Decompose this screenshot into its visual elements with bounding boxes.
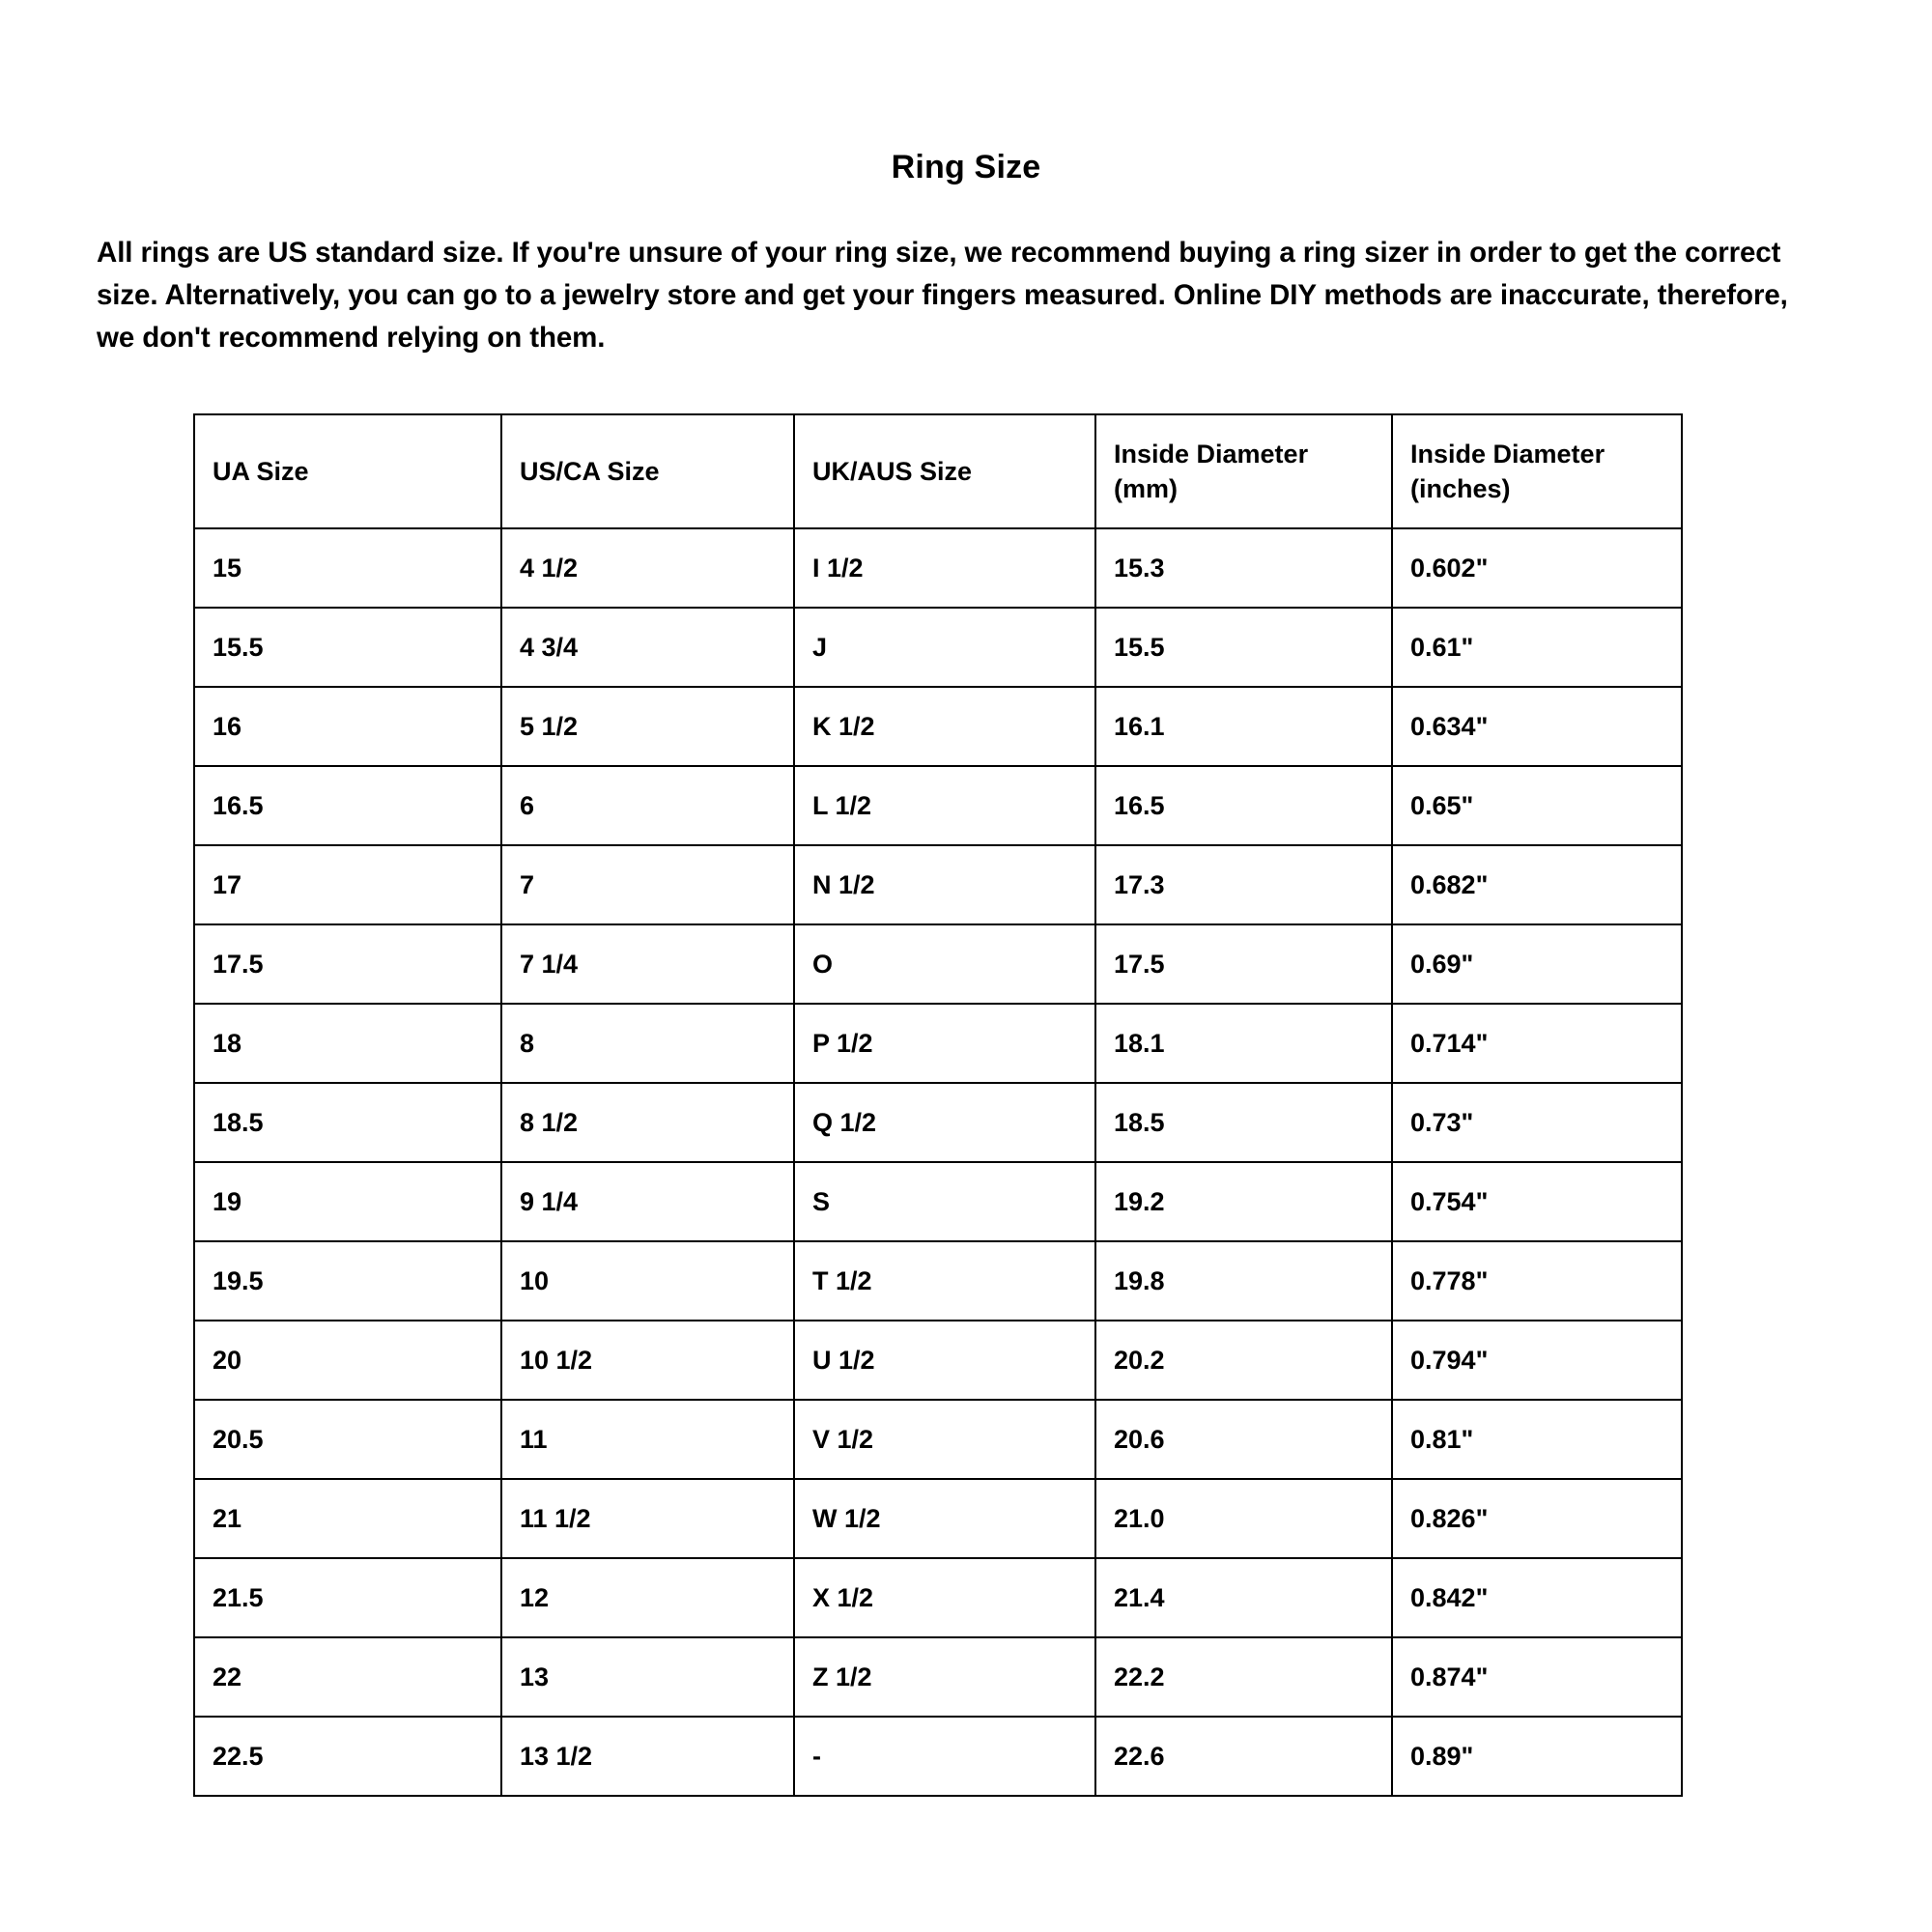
table-cell: 0.602"	[1392, 528, 1682, 608]
table-cell: 7	[501, 845, 794, 924]
table-row	[194, 1241, 1682, 1321]
column-header-4	[1392, 414, 1682, 528]
table-cell: X 1/2	[794, 1558, 1095, 1637]
table-cell: 16.5	[1095, 766, 1392, 845]
table-cell: 0.714"	[1392, 1004, 1682, 1083]
table-cell: 19.5	[194, 1241, 501, 1321]
table-cell: 19.2	[1095, 1162, 1392, 1241]
table-cell: 10 1/2	[501, 1321, 794, 1400]
table-cell: S	[794, 1162, 1095, 1241]
table-container	[0, 358, 1932, 1797]
table-header-row	[194, 414, 1682, 528]
column-header-line1: UK/AUS Size	[812, 457, 973, 487]
table-cell: 0.634"	[1392, 687, 1682, 766]
table-cell: 16.1	[1095, 687, 1392, 766]
table-cell: 16.5	[194, 766, 501, 845]
table-cell: 18.1	[1095, 1004, 1392, 1083]
table-cell: 17	[194, 845, 501, 924]
table-body	[194, 528, 1682, 1796]
table-cell: 17.5	[194, 924, 501, 1004]
table-header	[194, 414, 1682, 528]
column-header-line1: UA Size	[213, 457, 309, 487]
table-row	[194, 1717, 1682, 1796]
table-cell: T 1/2	[794, 1241, 1095, 1321]
table-cell: 11 1/2	[501, 1479, 794, 1558]
table-cell: 0.65"	[1392, 766, 1682, 845]
table-cell: P 1/2	[794, 1004, 1095, 1083]
table-cell: L 1/2	[794, 766, 1095, 845]
table-cell: V 1/2	[794, 1400, 1095, 1479]
table-cell: 6	[501, 766, 794, 845]
table-cell: 8	[501, 1004, 794, 1083]
table-cell: I 1/2	[794, 528, 1095, 608]
table-cell: 0.794"	[1392, 1321, 1682, 1400]
table-cell: 22.2	[1095, 1637, 1392, 1717]
table-cell: 0.754"	[1392, 1162, 1682, 1241]
table-row	[194, 687, 1682, 766]
ring-size-table	[193, 413, 1683, 1797]
table-row	[194, 766, 1682, 845]
table-row	[194, 1400, 1682, 1479]
column-header-2	[794, 414, 1095, 528]
table-cell: W 1/2	[794, 1479, 1095, 1558]
table-cell: 7 1/4	[501, 924, 794, 1004]
table-cell: 0.69"	[1392, 924, 1682, 1004]
table-cell: U 1/2	[794, 1321, 1095, 1400]
table-cell: 21.0	[1095, 1479, 1392, 1558]
table-cell: 22.6	[1095, 1717, 1392, 1796]
table-cell: 18.5	[194, 1083, 501, 1162]
table-cell: 13	[501, 1637, 794, 1717]
table-cell: Z 1/2	[794, 1637, 1095, 1717]
table-cell: 21	[194, 1479, 501, 1558]
table-cell: 0.73"	[1392, 1083, 1682, 1162]
table-cell: 20.6	[1095, 1400, 1392, 1479]
table-cell: 21.5	[194, 1558, 501, 1637]
table-row	[194, 1637, 1682, 1717]
table-cell: O	[794, 924, 1095, 1004]
table-cell: 0.826"	[1392, 1479, 1682, 1558]
table-cell: 20.5	[194, 1400, 501, 1479]
table-cell: J	[794, 608, 1095, 687]
column-header-line2: (inches)	[1410, 474, 1511, 504]
table-cell: 15	[194, 528, 501, 608]
table-row	[194, 1558, 1682, 1637]
table-cell: 17.5	[1095, 924, 1392, 1004]
table-row	[194, 1162, 1682, 1241]
table-cell: 0.682"	[1392, 845, 1682, 924]
table-cell: 17.3	[1095, 845, 1392, 924]
column-header-3	[1095, 414, 1392, 528]
column-header-line1: US/CA Size	[520, 457, 660, 487]
table-cell: 0.61"	[1392, 608, 1682, 687]
table-cell: 4 1/2	[501, 528, 794, 608]
column-header-1	[501, 414, 794, 528]
table-cell: 20	[194, 1321, 501, 1400]
table-row	[194, 1321, 1682, 1400]
table-row	[194, 845, 1682, 924]
table-cell: 0.89"	[1392, 1717, 1682, 1796]
table-cell: 8 1/2	[501, 1083, 794, 1162]
table-cell: 15.5	[1095, 608, 1392, 687]
column-header-0	[194, 414, 501, 528]
table-cell: 21.4	[1095, 1558, 1392, 1637]
table-cell: N 1/2	[794, 845, 1095, 924]
table-cell: 22.5	[194, 1717, 501, 1796]
table-cell: -	[794, 1717, 1095, 1796]
column-header-line2: (mm)	[1114, 474, 1178, 504]
table-row	[194, 924, 1682, 1004]
column-header-line1: Inside Diameter	[1410, 440, 1605, 469]
table-cell: 16	[194, 687, 501, 766]
table-cell: 10	[501, 1241, 794, 1321]
table-cell: 9 1/4	[501, 1162, 794, 1241]
table-cell: 5 1/2	[501, 687, 794, 766]
intro-paragraph: All rings are US standard size. If you're unsure of your ring size, we recommend buying a ring sizer in order to get the correct size. Alternatively, you can go to a jewelry store and get your fingers measured. Online DIY methods are inaccurate, therefore, we don't recommend relying on them.	[97, 237, 1788, 354]
table-row	[194, 1004, 1682, 1083]
table-row	[194, 608, 1682, 687]
table-cell: 19	[194, 1162, 501, 1241]
table-cell: 22	[194, 1637, 501, 1717]
table-cell: 12	[501, 1558, 794, 1637]
table-cell: 15.5	[194, 608, 501, 687]
column-header-line1: Inside Diameter	[1114, 440, 1309, 469]
table-cell: K 1/2	[794, 687, 1095, 766]
table-cell: 18.5	[1095, 1083, 1392, 1162]
page-title: Ring Size	[891, 149, 1041, 185]
table-cell: 4 3/4	[501, 608, 794, 687]
table-cell: 0.842"	[1392, 1558, 1682, 1637]
table-cell: 18	[194, 1004, 501, 1083]
table-cell: 13 1/2	[501, 1717, 794, 1796]
table-cell: 0.874"	[1392, 1637, 1682, 1717]
table-row	[194, 528, 1682, 608]
table-row	[194, 1479, 1682, 1558]
table-cell: 15.3	[1095, 528, 1392, 608]
table-cell: 0.81"	[1392, 1400, 1682, 1479]
table-cell: 0.778"	[1392, 1241, 1682, 1321]
table-cell: 20.2	[1095, 1321, 1392, 1400]
table-cell: 11	[501, 1400, 794, 1479]
table-row	[194, 1083, 1682, 1162]
table-cell: Q 1/2	[794, 1083, 1095, 1162]
table-cell: 19.8	[1095, 1241, 1392, 1321]
